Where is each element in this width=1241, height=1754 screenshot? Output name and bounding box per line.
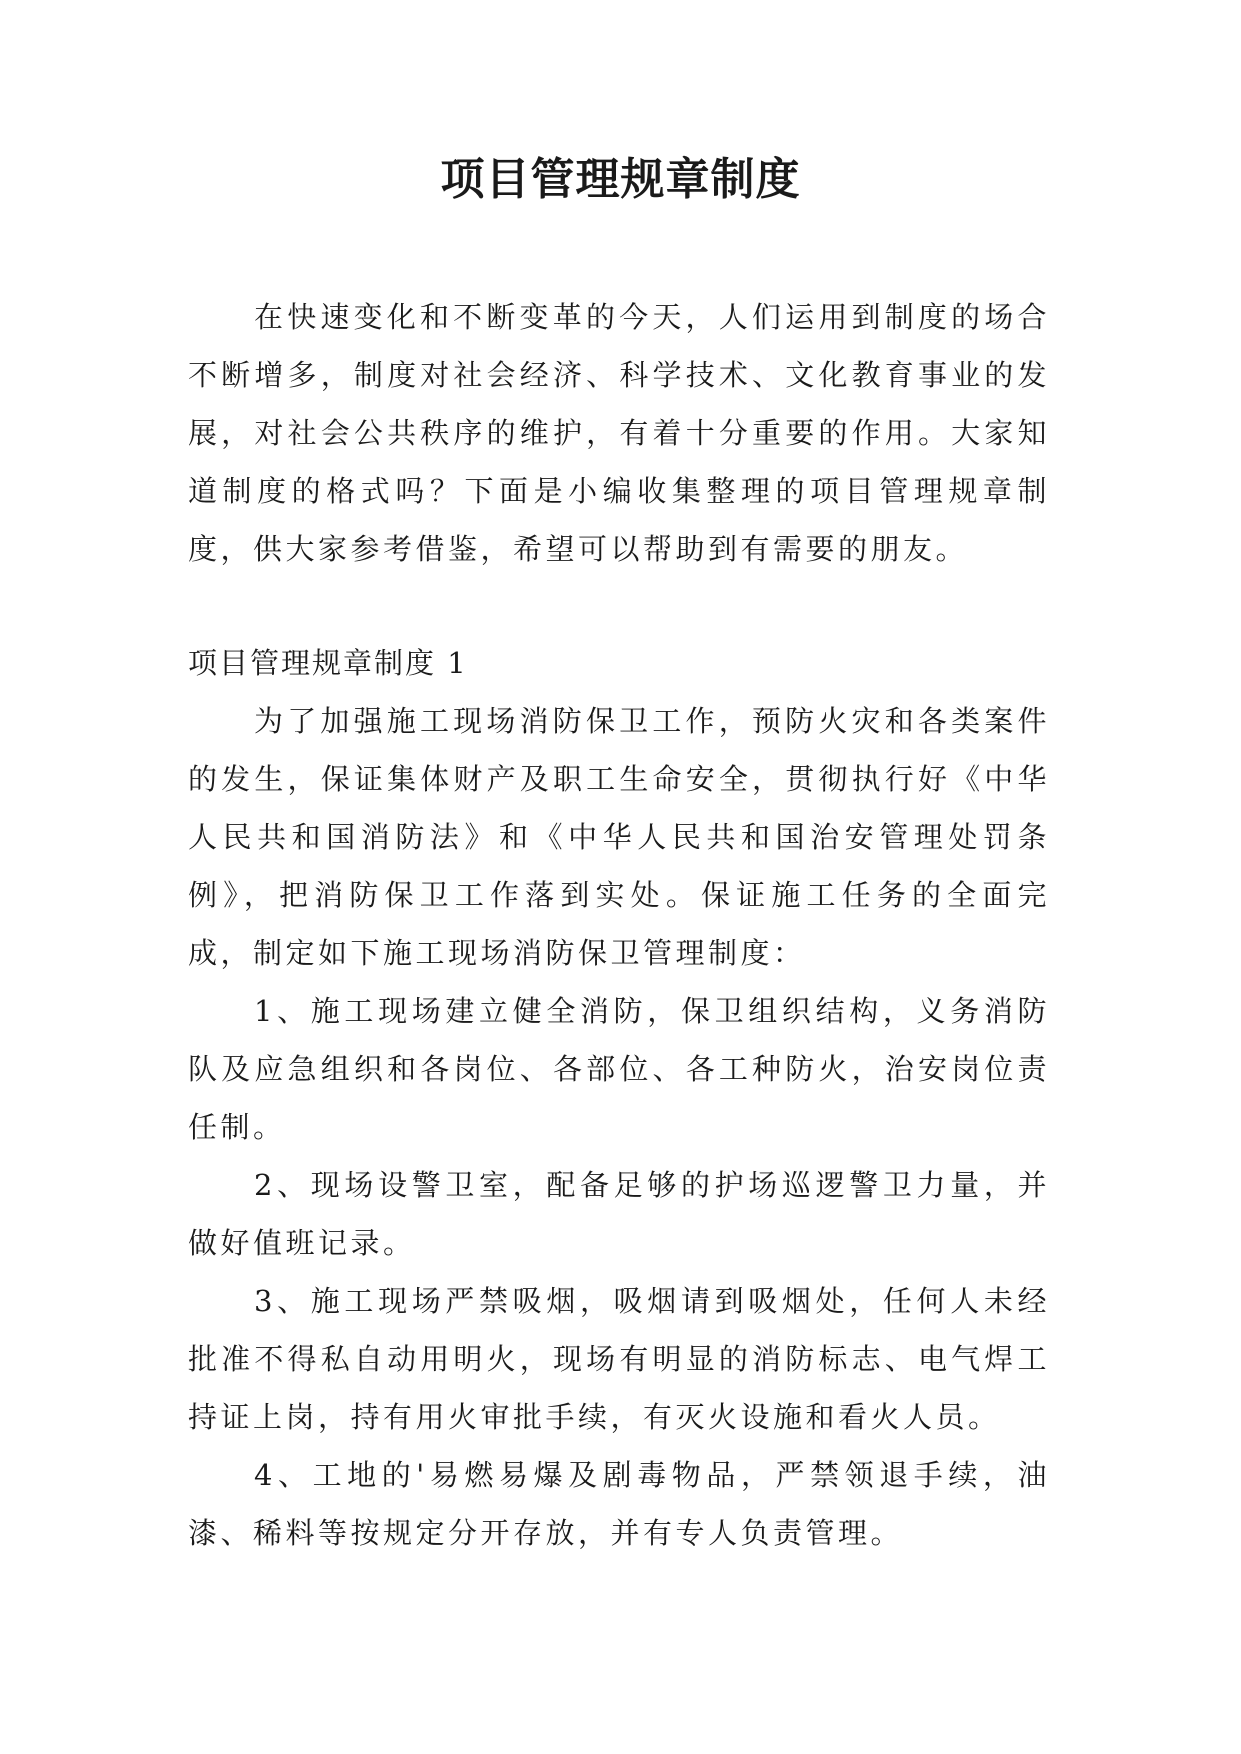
document-body [188, 288, 1050, 1562]
intro-paragraph: 在快速变化和不断变革的今天，人们运用到制度的场合不断增多，制度对社会经济、科学技术、文化教育事业的发展，对社会公共秩序的维护，有着十分重要的作用。大家知道制度的格式吗？下面是小编收集整理的项目管理规章制度，供大家参考借鉴，希望可以帮助到有需要的朋友。 [188, 300, 1050, 566]
list-item-3: 3、施工现场严禁吸烟，吸烟请到吸烟处，任何人未经批准不得私自动用明火，现场有明显的消防标志、电气焊工持证上岗，持有用火审批手续，有灭火设施和看火人员。 [188, 1284, 1050, 1434]
section-heading: 项目管理规章制度 1 [188, 646, 468, 680]
list-item-4: 4、工地的'易燃易爆及剧毒物品，严禁领退手续，油漆、稀料等按规定分开存放，并有专人负责管理。 [188, 1458, 1050, 1550]
list-item-1: 1、施工现场建立健全消防，保卫组织结构，义务消防队及应急组织和各岗位、各部位、各工种防火，治安岗位责任制。 [188, 994, 1050, 1144]
paragraph-gap [188, 578, 1050, 634]
document-title: 项目管理规章制度 [440, 154, 801, 205]
section-intro-paragraph: 为了加强施工现场消防保卫工作，预防火灾和各类案件的发生，保证集体财产及职工生命安全，贯彻执行好《中华人民共和国消防法》和《中华人民共和国治安管理处罚条例》，把消防保卫工作落到实处。保证施工任务的全面完成，制定如下施工现场消防保卫管理制度： [188, 704, 1050, 970]
list-item-2: 2、现场设警卫室，配备足够的护场巡逻警卫力量，并做好值班记录。 [188, 1168, 1050, 1260]
